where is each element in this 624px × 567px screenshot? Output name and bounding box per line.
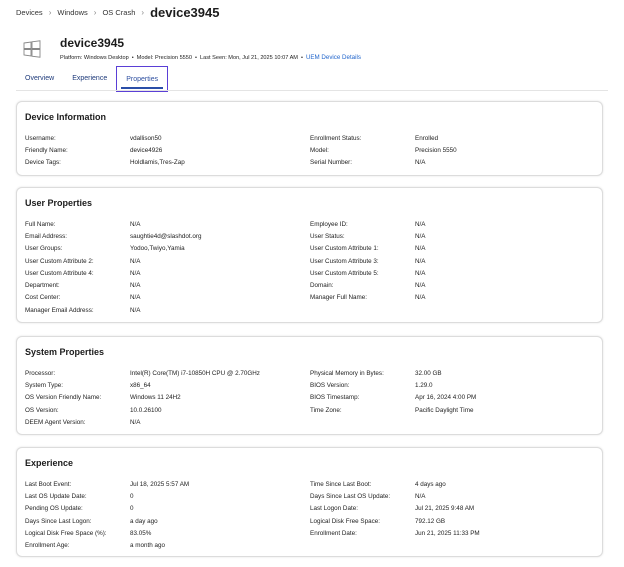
property-row <box>25 515 594 527</box>
property-label: BIOS Timestamp: <box>310 394 360 402</box>
property-label: User Status: <box>310 232 345 240</box>
property-row <box>25 367 594 379</box>
property-value: Jun 21, 2025 11:33 PM <box>415 529 480 537</box>
experience-card <box>16 447 603 557</box>
property-value: N/A <box>415 232 426 240</box>
property-label: Username: <box>25 134 56 142</box>
system-properties-rows <box>25 367 594 428</box>
property-label: OS Version Friendly Name: <box>25 394 102 402</box>
property-value: 32.00 GB <box>415 369 442 377</box>
property-value: N/A <box>130 294 141 302</box>
property-label: Employee ID: <box>310 220 348 228</box>
property-value: 1.29.0 <box>415 381 433 389</box>
meta-separator: • <box>131 54 134 61</box>
meta-separator: • <box>300 54 303 61</box>
property-label: Physical Memory in Bytes: <box>310 369 384 377</box>
property-value: N/A <box>415 492 426 500</box>
property-row <box>25 218 594 230</box>
property-value: N/A <box>130 269 141 277</box>
property-row <box>25 416 594 428</box>
property-row <box>25 527 594 539</box>
card-title: User Properties <box>25 198 93 208</box>
property-value: 83.05% <box>130 529 152 537</box>
property-value: Pacific Daylight Time <box>415 406 474 414</box>
model-text: Model: Precision 5550 <box>136 54 193 61</box>
property-value: Windows 11 24H2 <box>130 394 181 402</box>
property-value: N/A <box>130 220 141 228</box>
property-value: Apr 16, 2024 4:00 PM <box>415 394 477 402</box>
property-label: Last OS Update Date: <box>25 492 87 500</box>
property-label: Cost Center: <box>25 294 61 302</box>
property-row <box>25 255 594 267</box>
property-value: N/A <box>415 269 426 277</box>
property-label: Enrollment Date: <box>310 529 357 537</box>
user-properties-card <box>16 187 603 323</box>
property-value: Yodoo,Twiyo,Yamia <box>130 245 185 253</box>
last-seen-text: Last Seen: Mon, Jul 21, 2025 10:07 AM <box>200 54 298 61</box>
property-row <box>25 230 594 242</box>
property-label: Email Address: <box>25 232 67 240</box>
property-row <box>25 267 594 279</box>
property-row <box>25 392 594 404</box>
property-row <box>25 279 594 291</box>
property-value: x86_64 <box>130 381 151 389</box>
property-label: Serial Number: <box>310 159 352 167</box>
breadcrumb-windows[interactable]: Windows <box>57 7 88 17</box>
property-value: Jul 18, 2025 5:57 AM <box>130 480 190 488</box>
property-label: User Custom Attribute 4: <box>25 269 94 277</box>
property-value: N/A <box>415 294 426 302</box>
chevron-right-icon: › <box>48 7 52 17</box>
property-row <box>25 478 594 490</box>
property-label: Processor: <box>25 369 56 377</box>
property-label: Last Logon Date: <box>310 505 358 513</box>
chevron-right-icon: › <box>93 7 97 17</box>
device-information-card <box>16 101 603 176</box>
property-label: User Groups: <box>25 245 63 253</box>
property-label: Time Zone: <box>310 406 342 414</box>
property-row <box>25 243 594 255</box>
property-value: 0 <box>130 492 134 500</box>
property-label: Days Since Last OS Update: <box>310 492 391 500</box>
property-value: 4 days ago <box>415 480 446 488</box>
property-label: Time Since Last Boot: <box>310 480 372 488</box>
property-value: N/A <box>130 282 141 290</box>
property-label: Enrollment Status: <box>310 134 362 142</box>
property-value: saughtie4d@slashdot.org <box>130 232 202 240</box>
property-value: vdallison50 <box>130 134 162 142</box>
property-label: Domain: <box>310 282 334 290</box>
property-row <box>25 157 594 169</box>
property-label: Last Boot Event: <box>25 480 72 488</box>
user-properties-rows <box>25 218 594 316</box>
property-row <box>25 292 594 304</box>
property-value: Intel(R) Core(TM) i7-10850H CPU @ 2.70GHz <box>130 369 260 377</box>
property-value: N/A <box>415 257 426 265</box>
property-label: Days Since Last Logon: <box>25 517 92 525</box>
property-label: BIOS Version: <box>310 381 350 389</box>
windows-logo-icon <box>23 40 41 58</box>
system-properties-card <box>16 336 603 435</box>
property-row <box>25 144 594 156</box>
tab-properties-label: Properties <box>126 76 159 83</box>
property-label: Enrollment Age: <box>25 542 70 550</box>
property-value: Enrolled <box>415 134 439 142</box>
tab-bar <box>16 66 168 92</box>
property-value: Precision 5550 <box>415 146 457 154</box>
property-row <box>25 503 594 515</box>
property-value: N/A <box>415 159 426 167</box>
property-row <box>25 379 594 391</box>
property-label: Device Tags: <box>25 159 61 167</box>
property-value: 10.0.26100 <box>130 406 162 414</box>
property-label: Pending OS Update: <box>25 505 83 513</box>
property-value: N/A <box>130 418 141 426</box>
property-value: N/A <box>415 220 426 228</box>
property-label: Model: <box>310 146 329 154</box>
property-label: Friendly Name: <box>25 146 68 154</box>
property-row <box>25 304 594 316</box>
platform-text: Platform: Windows Desktop <box>60 54 129 61</box>
property-row <box>25 539 594 551</box>
property-label: Full Name: <box>25 220 56 228</box>
property-value: N/A <box>415 282 426 290</box>
property-label: User Custom Attribute 5: <box>310 269 379 277</box>
tab-overview[interactable]: Overview <box>25 75 55 82</box>
property-label: Manager Email Address: <box>25 306 94 314</box>
property-label: OS Version: <box>25 406 59 414</box>
property-value: 0 <box>130 505 134 513</box>
property-label: DEEM Agent Version: <box>25 418 86 426</box>
property-value: N/A <box>130 306 141 314</box>
property-value: N/A <box>130 257 141 265</box>
meta-separator: • <box>195 54 197 61</box>
breadcrumb-devices[interactable]: Devices <box>16 7 43 17</box>
property-label: User Custom Attribute 2: <box>25 257 94 265</box>
property-value: 792.12 GB <box>415 517 446 525</box>
tabs-divider <box>16 90 608 91</box>
breadcrumb-current: device3945 <box>150 4 220 20</box>
card-title: Experience <box>25 458 74 468</box>
property-value: Holdlamis,Tres-Zap <box>130 159 185 167</box>
property-label: Logical Disk Free Space: <box>310 517 380 525</box>
tab-experience[interactable]: Experience <box>72 75 108 82</box>
property-value: N/A <box>415 245 426 253</box>
tab-properties[interactable] <box>116 66 168 92</box>
breadcrumb <box>16 4 219 20</box>
property-label: Manager Full Name: <box>310 294 368 302</box>
experience-rows <box>25 478 594 552</box>
card-title: System Properties <box>25 347 105 357</box>
property-row <box>25 404 594 416</box>
device-information-rows <box>25 132 594 169</box>
chevron-right-icon: › <box>141 7 145 17</box>
property-label: Logical Disk Free Space (%): <box>25 529 107 537</box>
property-row <box>25 490 594 502</box>
uem-device-details-link[interactable]: UEM Device Details <box>305 54 361 61</box>
property-value: a month ago <box>130 542 166 550</box>
property-label: Department: <box>25 282 60 290</box>
property-value: Jul 21, 2025 9:48 AM <box>415 505 475 513</box>
property-value: device4926 <box>130 146 163 154</box>
property-label: User Custom Attribute 1: <box>310 245 379 253</box>
active-tab-indicator <box>121 87 163 89</box>
card-title: Device Information <box>25 112 107 122</box>
property-label: System Type: <box>25 381 64 389</box>
property-row <box>25 132 594 144</box>
property-label: User Custom Attribute 3: <box>310 257 379 265</box>
property-value: a day ago <box>130 517 158 525</box>
device-title: device3945 <box>60 36 125 50</box>
device-meta <box>60 54 361 61</box>
breadcrumb-os-crash[interactable]: OS Crash <box>102 7 136 17</box>
